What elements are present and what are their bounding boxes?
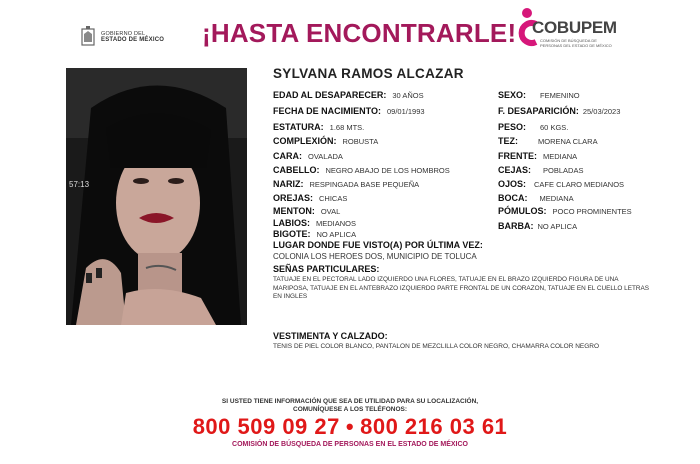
field-label: FECHA DE NACIMIENTO: [273,106,381,116]
field-label: BARBA: [498,221,534,231]
field-hair [273,165,450,175]
field-value: 1.68 MTS. [329,123,365,132]
government-name [101,31,164,44]
field-nose [273,179,419,189]
field-value: 25/03/2023 [582,107,621,116]
field-label: CARA: [273,151,302,161]
field-cheekbones [498,206,632,216]
phone-numbers [0,414,700,440]
field-label: LABIOS: [273,218,310,228]
cobupem-wordmark: COBUPEM [532,18,617,37]
field-value: CAFE CLARO MEDIANOS [534,180,625,189]
field-label: NARIZ: [273,179,304,189]
field-beard [498,221,577,231]
contact-info-line-1: SI USTED TIENE INFORMACIÓN QUE SEA DE UTILIDAD PARA SU LOCALIZACIÓN, [221,398,479,405]
marks-label: SEÑAS PARTICULARES: [273,264,380,274]
field-label: SEXO: [498,90,527,100]
field-value: 60 KGS. [540,123,569,132]
video-timestamp: 57:13 [69,180,90,189]
clothing-label: VESTIMENTA Y CALZADO: [273,331,388,341]
clothing-value: TENIS DE PIEL COLOR BLANCO, PANTALON DE MEZCLILLA COLOR NEGRO, CHAMARRA COLOR NEGRO [273,343,600,350]
field-label: F. DESAPARICIÓN: [498,106,579,116]
person-name: SYLVANA RAMOS ALCAZAR [273,66,464,81]
field-label: ESTATURA: [273,122,324,132]
field-label: OREJAS: [273,193,314,203]
page-title: ¡HASTA ENCONTRARLE! [202,18,517,48]
field-value: 30 AÑOS [392,91,424,100]
field-value: NO APLICA [537,222,578,231]
field-value: MORENA CLARA [538,137,598,146]
field-height [273,122,364,132]
portrait-illustration [66,68,247,325]
commission-footer: COMISIÓN DE BÚSQUEDA DE PERSONAS EN EL ESTADO DE MÉXICO [232,441,468,448]
field-label: CEJAS: [498,165,532,175]
state-emblem-icon [80,26,96,48]
field-value: MEDIANA [539,194,574,203]
field-value: RESPINGADA BASE PEQUEÑA [309,180,420,189]
field-build [273,136,378,146]
field-age [273,90,424,100]
field-value: OVALADA [308,152,343,161]
field-value: MEDIANA [543,152,578,161]
missing-person-photo [66,68,247,325]
field-label: FRENTE: [498,151,537,161]
field-ears [273,193,347,203]
field-value: OVAL [320,207,341,216]
field-label: PESO: [498,122,527,132]
field-value: 09/01/1993 [387,107,425,116]
field-chin [273,206,340,216]
state-government-logo [80,24,170,50]
marks-value: TATUAJE EN EL PECTORAL LADO IZQUIERDO UNA FLORES, TATUAJE EN EL BRAZO IZQUIERDO FIGURA DE UNA MARIPOSA, TATUAJE EN EL ANTEBRAZO IZQUIERDO PARTE FRONTAL DE UN CORAZON, TATUAJE EN EL CUELLO LETRAS EN INGLES [273,276,650,301]
last-seen-value: COLONIA LOS HEROES DOS, MUNICIPIO DE TOLUCA [273,252,477,261]
field-eyes [498,179,624,189]
field-value: NEGRO ABAJO DE LOS HOMBROS [325,166,450,175]
field-label: BOCA: [498,193,528,203]
field-value: FEMENINO [540,91,580,100]
cobupem-logo [512,6,622,52]
field-label: EDAD AL DESAPARECER: [273,90,387,100]
field-mouth [498,193,574,203]
field-face [273,151,343,161]
field-sex [498,90,580,100]
field-label: COMPLEXIÓN: [273,136,337,146]
field-label: TEZ: [498,136,518,146]
field-mustache [273,229,356,239]
field-disappearance-date [498,106,620,116]
field-value: MEDIANOS [316,219,357,228]
field-value: POBLADAS [543,166,584,175]
contact-info-line-2: COMUNÍQUESE A LOS TELÉFONOS: [293,406,407,413]
field-value: POCO PROMINENTES [552,207,632,216]
field-label: CABELLO: [273,165,320,175]
cobupem-subtitle: COMISIÓN DE BÚSQUEDA DE PERSONAS DEL ESTADO DE MÉXICO [540,38,612,48]
field-complexion [498,136,598,146]
contact-info [0,398,700,414]
field-lips [273,218,356,228]
last-seen-label: LUGAR DONDE FUE VISTO(A) POR ÚLTIMA VEZ: [273,240,483,250]
gov-line-1: GOBIERNO DEL [101,30,146,37]
phone-separator: • [345,414,355,439]
phone-number-2[interactable]: 800 216 03 61 [360,414,508,439]
field-label: MENTON: [273,206,315,216]
field-label: PÓMULOS: [498,206,547,216]
field-label: OJOS: [498,179,527,189]
field-label: BIGOTE: [273,229,311,239]
field-weight [498,122,568,132]
field-value: NO APLICA [316,230,357,239]
gov-line-2: ESTADO DE MÉXICO [101,37,165,43]
field-value: CHICAS [319,194,348,203]
phone-number-1[interactable]: 800 509 09 27 [192,414,340,439]
field-birthdate [273,106,425,116]
field-forehead [498,151,577,161]
field-eyebrows [498,165,583,175]
field-value: ROBUSTA [342,137,379,146]
